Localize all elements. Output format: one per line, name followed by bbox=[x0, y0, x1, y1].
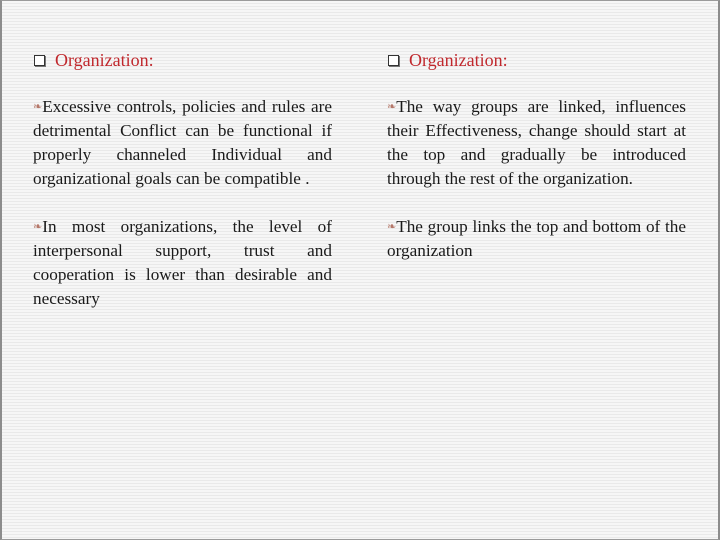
ornament-bullet-icon: ❧ bbox=[33, 101, 42, 113]
right-paragraph-2 bbox=[387, 215, 686, 263]
left-heading bbox=[33, 47, 332, 73]
ornament-bullet-icon: ❧ bbox=[387, 221, 396, 233]
left-paragraph-2 bbox=[33, 215, 332, 311]
ornament-bullet-icon: ❧ bbox=[33, 221, 42, 233]
right-heading bbox=[387, 47, 686, 73]
left-paragraph-2-text: In most organizations, the level of interpersonal support, trust and cooperation is lower than desirable and necessary bbox=[33, 217, 332, 308]
right-column bbox=[387, 47, 686, 263]
right-paragraph-1 bbox=[387, 95, 686, 191]
left-column bbox=[33, 47, 332, 311]
left-heading-text: Organization: bbox=[55, 49, 154, 70]
checkbox-square-icon bbox=[34, 55, 45, 66]
checkbox-square-icon bbox=[388, 55, 399, 66]
right-paragraph-2-text: The group links the top and bottom of the organization bbox=[387, 217, 686, 260]
right-paragraph-1-text: The way groups are linked, influences their Effectiveness, change should start at the top and gradually be introduced through the rest of the organization. bbox=[387, 97, 686, 188]
left-paragraph-1 bbox=[33, 95, 332, 191]
right-heading-text: Organization: bbox=[409, 49, 508, 70]
left-paragraph-1-text: Excessive controls, policies and rules are detrimental Conflict can be functional if properly channeled Individual and organizational goals can be compatible . bbox=[33, 97, 332, 188]
ornament-bullet-icon: ❧ bbox=[387, 101, 396, 113]
